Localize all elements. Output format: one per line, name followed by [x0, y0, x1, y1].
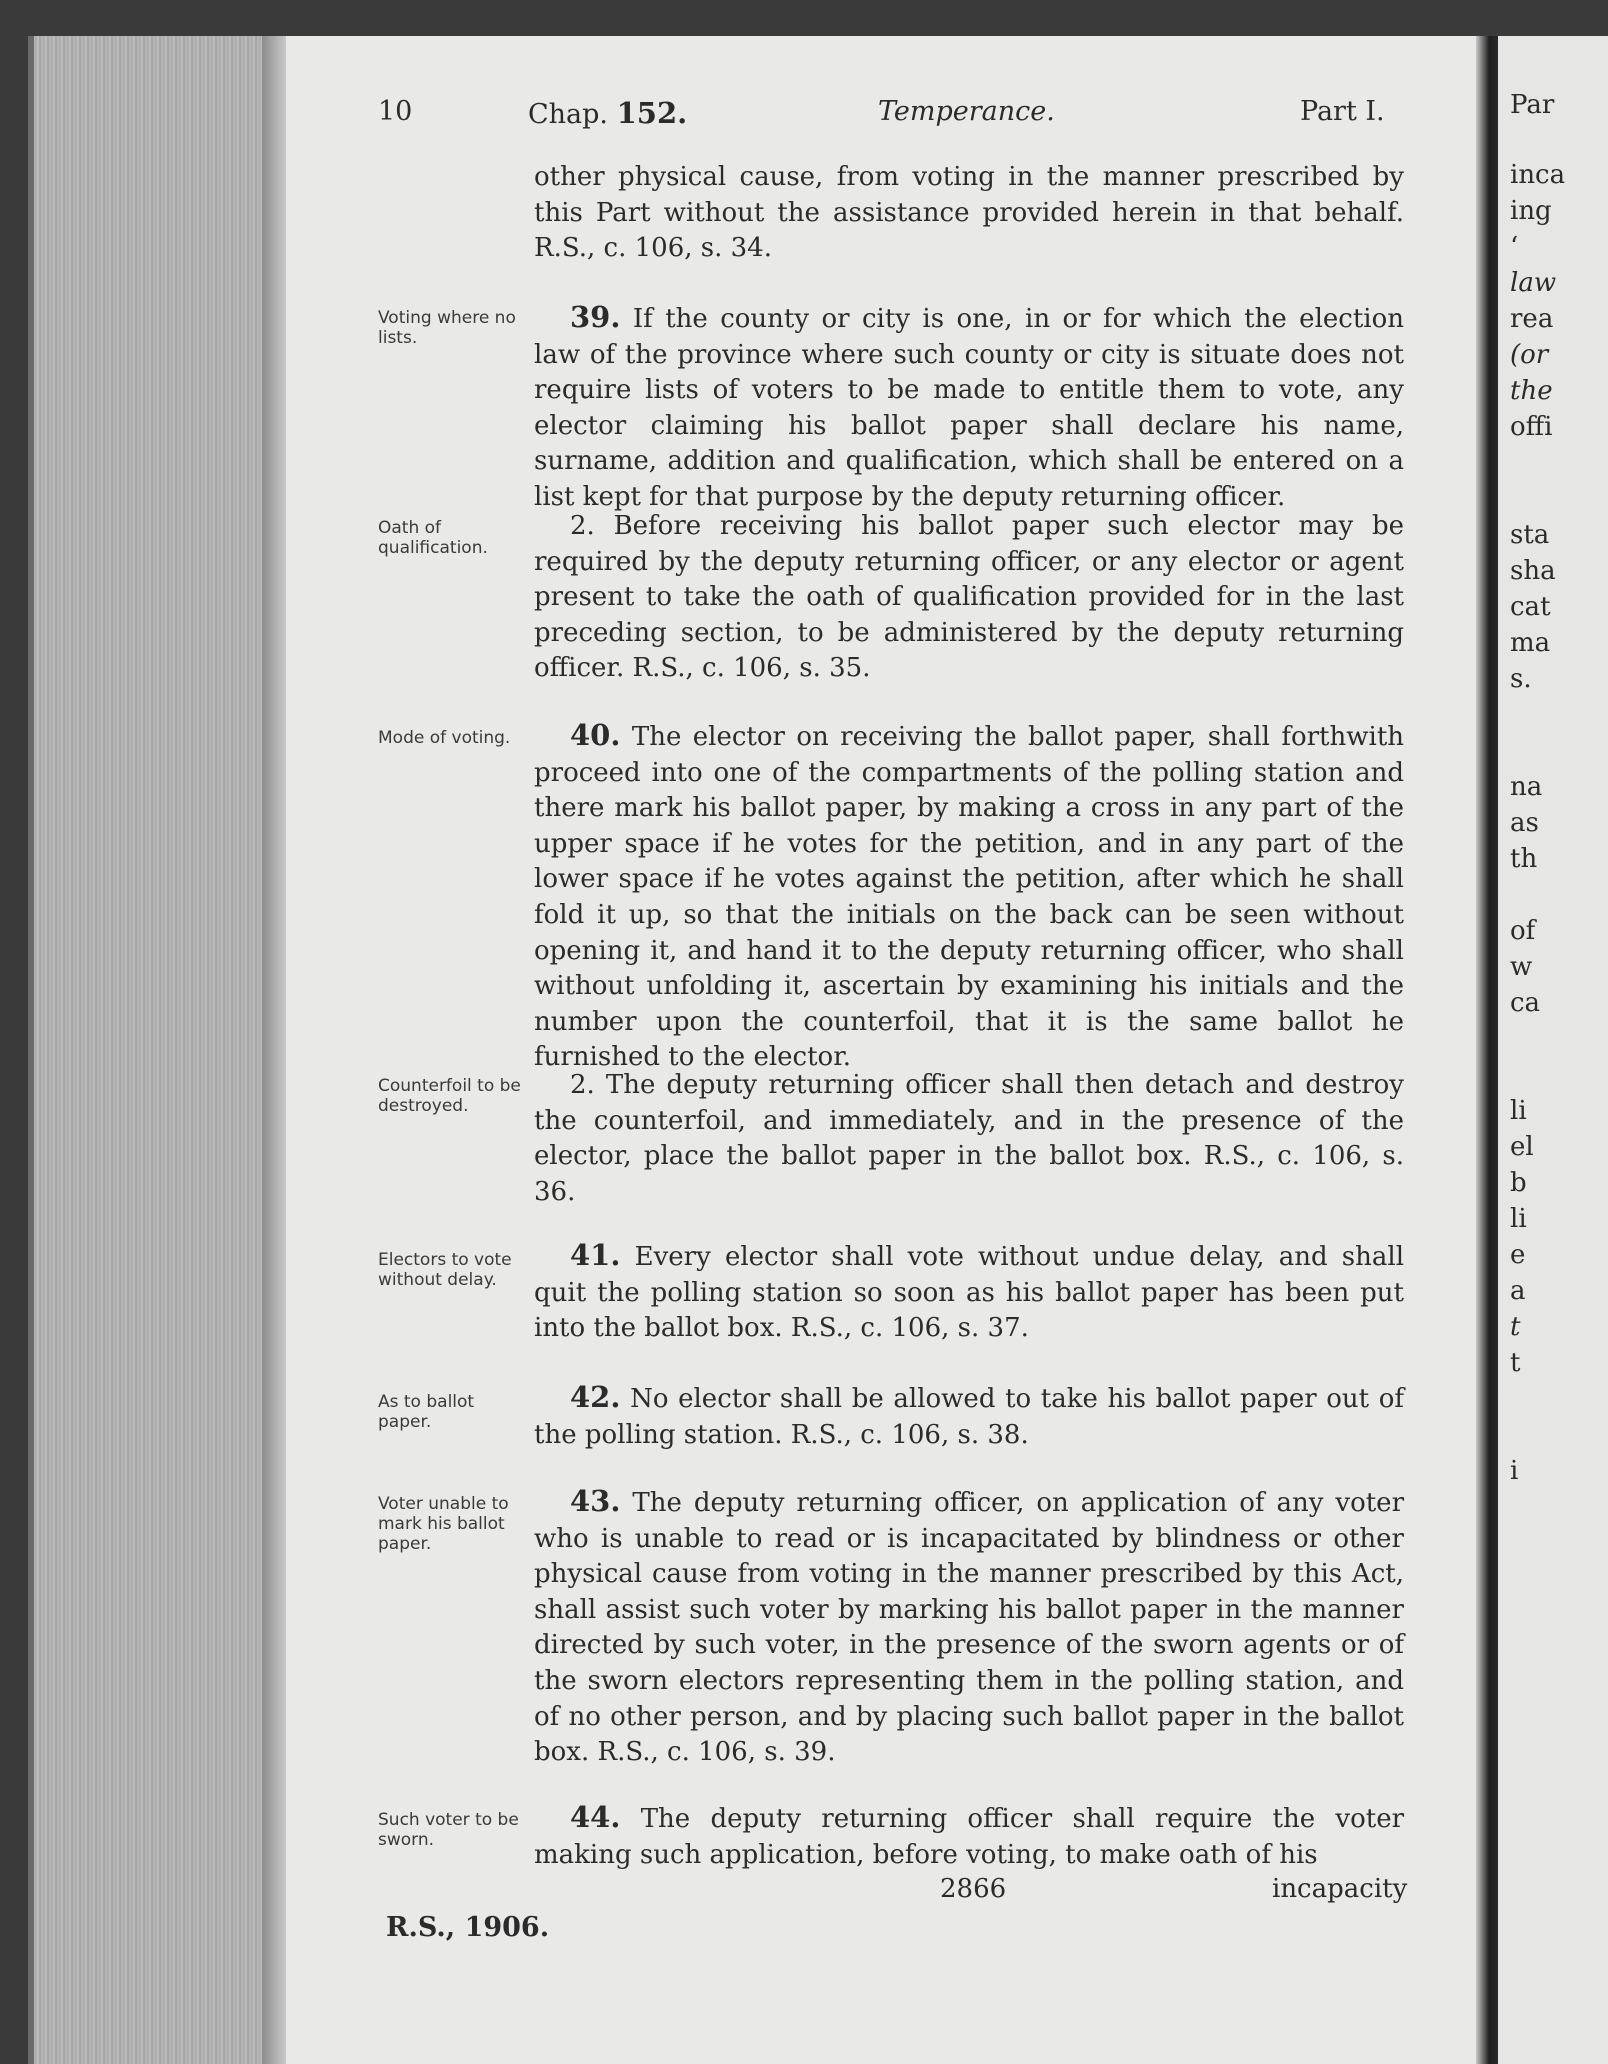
- facing-page-line: e: [1510, 1240, 1526, 1270]
- margin-note-voter-to-be-sworn: Such voter to be sworn.: [378, 1810, 519, 1850]
- facing-page-line: sha: [1510, 556, 1556, 586]
- intro-text: other physical cause, from voting in the manner prescribed by this Part without the assistance provided herein in that behalf. R.S., c. 106, s. 34.: [534, 162, 1404, 264]
- chapter-number: 152.: [616, 96, 688, 130]
- chapter-label: Chap.: [528, 99, 609, 130]
- footer-source: R.S., 1906.: [386, 1912, 550, 1943]
- book-page-edges: [28, 36, 292, 2064]
- section-40: [534, 718, 1404, 1076]
- facing-page-line: cat: [1510, 592, 1551, 622]
- footer-catchword: incapacity: [1272, 1874, 1408, 1904]
- facing-page-line: ing: [1510, 196, 1552, 226]
- margin-note-voting-where-no-lists: Voting where no lists.: [378, 308, 516, 348]
- footer-page-number: 2866: [940, 1874, 1007, 1904]
- facing-page-line: (or: [1510, 340, 1549, 370]
- facing-page-line: sta: [1510, 520, 1550, 550]
- facing-page-line: of: [1510, 916, 1536, 946]
- facing-page-line: offi: [1510, 412, 1553, 442]
- margin-note-as-to-ballot-paper: As to ballot paper.: [378, 1392, 475, 1432]
- section-40-sub2-text: 2. The deputy returning officer shall then detach and destroy the counterfoil, and immediately, and in the presence of the elector, place the ballot paper in the ballot box. R.S., c. 106, s. 36.: [534, 1070, 1404, 1207]
- facing-page-fragment: [1498, 36, 1608, 2064]
- facing-page-line: el: [1510, 1132, 1534, 1162]
- facing-page-line: inca: [1510, 160, 1566, 190]
- facing-page-line: rea: [1510, 304, 1554, 334]
- facing-page-line: t: [1510, 1312, 1521, 1342]
- facing-page-line: li: [1510, 1204, 1527, 1234]
- margin-note-oath-of-qualification: Oath of qualification.: [378, 518, 488, 558]
- facing-page-line: li: [1510, 1096, 1527, 1126]
- section-40-subsection-2: [534, 1068, 1404, 1210]
- facing-page-line: ma: [1510, 628, 1551, 658]
- section-42: [534, 1380, 1404, 1453]
- section-39-sub2-text: 2. Before receiving his ballot paper such elector may be required by the deputy returning officer, or any elector or agent present to take the oath of qualification provided for in the last preceding section, to be administered by the deputy returning officer. R.S., c. 106, s. 35.: [534, 511, 1404, 684]
- section-41: [534, 1238, 1404, 1347]
- section-44-text: The deputy returning officer shall require the voter making such application, before voting, to make oath of his: [534, 1804, 1405, 1870]
- section-44: [534, 1800, 1404, 1873]
- header-title: Temperance.: [878, 96, 1055, 127]
- intro-paragraph: [534, 160, 1404, 267]
- facing-page-header: Par: [1510, 90, 1555, 120]
- section-39-number: 39.: [570, 300, 621, 334]
- section-43: [534, 1484, 1404, 1771]
- header-part: Part I.: [1300, 96, 1385, 127]
- section-44-number: 44.: [570, 1800, 621, 1834]
- section-39-subsection-2: [534, 509, 1404, 687]
- section-40-text: The elector on receiving the ballot paper, shall forthwith proceed into one of the compartments of the polling station and there mark his ballot paper, by making a cross in any part of the upper space if he votes for the petition, and in any part of the lower space if he votes against the petition, after which he shall fold it up, so that the initials on the back can be seen without opening it, and hand it to the deputy returning officer, who shall without unfolding it, ascertain by examining his initials and the number upon the counterfoil, that it is the same ballot he furnished to the elector.: [534, 722, 1405, 1073]
- facing-page-line: ca: [1510, 988, 1541, 1018]
- margin-note-electors-vote-without-delay: Electors to vote without delay.: [378, 1250, 512, 1290]
- header-page-number: 10: [378, 96, 413, 127]
- section-41-text: Every elector shall vote without undue delay, and shall quit the polling station so soon as his ballot paper has been put into the ballot box. R.S., c. 106, s. 37.: [534, 1242, 1405, 1344]
- facing-page-line: ‘: [1510, 232, 1519, 262]
- facing-page-line: law: [1510, 268, 1557, 298]
- section-43-number: 43.: [570, 1484, 621, 1518]
- facing-page-line: na: [1510, 772, 1543, 802]
- section-40-number: 40.: [570, 718, 621, 752]
- facing-page-line: as: [1510, 808, 1539, 838]
- margin-note-voter-unable-to-mark: Voter unable to mark his ballot paper.: [378, 1494, 509, 1554]
- section-39-text: If the county or city is one, in or for which the election law of the province where such county or city is situate does not require lists of voters to be made to entitle them to vote, any elector claiming his ballot paper shall declare his name, surname, addition and qualification, which shall be entered on a list kept for that purpose by the deputy returning officer.: [534, 304, 1404, 512]
- facing-page-line: t: [1510, 1348, 1521, 1378]
- facing-page-line: b: [1510, 1168, 1527, 1198]
- header-chapter: [528, 96, 687, 130]
- section-42-number: 42.: [570, 1380, 621, 1414]
- facing-page-line: a: [1510, 1276, 1526, 1306]
- margin-note-counterfoil-destroyed: Counterfoil to be destroyed.: [378, 1076, 521, 1116]
- facing-page-line: w: [1510, 952, 1533, 982]
- facing-page-line: th: [1510, 844, 1538, 874]
- margin-note-mode-of-voting: Mode of voting.: [378, 728, 511, 748]
- facing-page-line: s.: [1510, 664, 1532, 694]
- facing-page-line: i: [1510, 1456, 1519, 1486]
- section-39: [534, 300, 1404, 516]
- facing-page-line: the: [1510, 376, 1553, 406]
- section-42-text: No elector shall be allowed to take his ballot paper out of the polling station. R.S., c. 106, s. 38.: [534, 1384, 1405, 1450]
- book-gutter: [1476, 36, 1498, 2064]
- section-43-text: The deputy returning officer, on application of any voter who is unable to read or is incapacitated by blindness or other physical cause from voting in the manner prescribed by this Act, shall assist such voter by marking his ballot paper in the manner directed by such voter, in the presence of the sworn agents or of the sworn electors representing them in the polling station, and of no other person, and by placing such ballot paper in the ballot box. R.S., c. 106, s. 39.: [534, 1488, 1404, 1768]
- section-41-number: 41.: [570, 1238, 621, 1272]
